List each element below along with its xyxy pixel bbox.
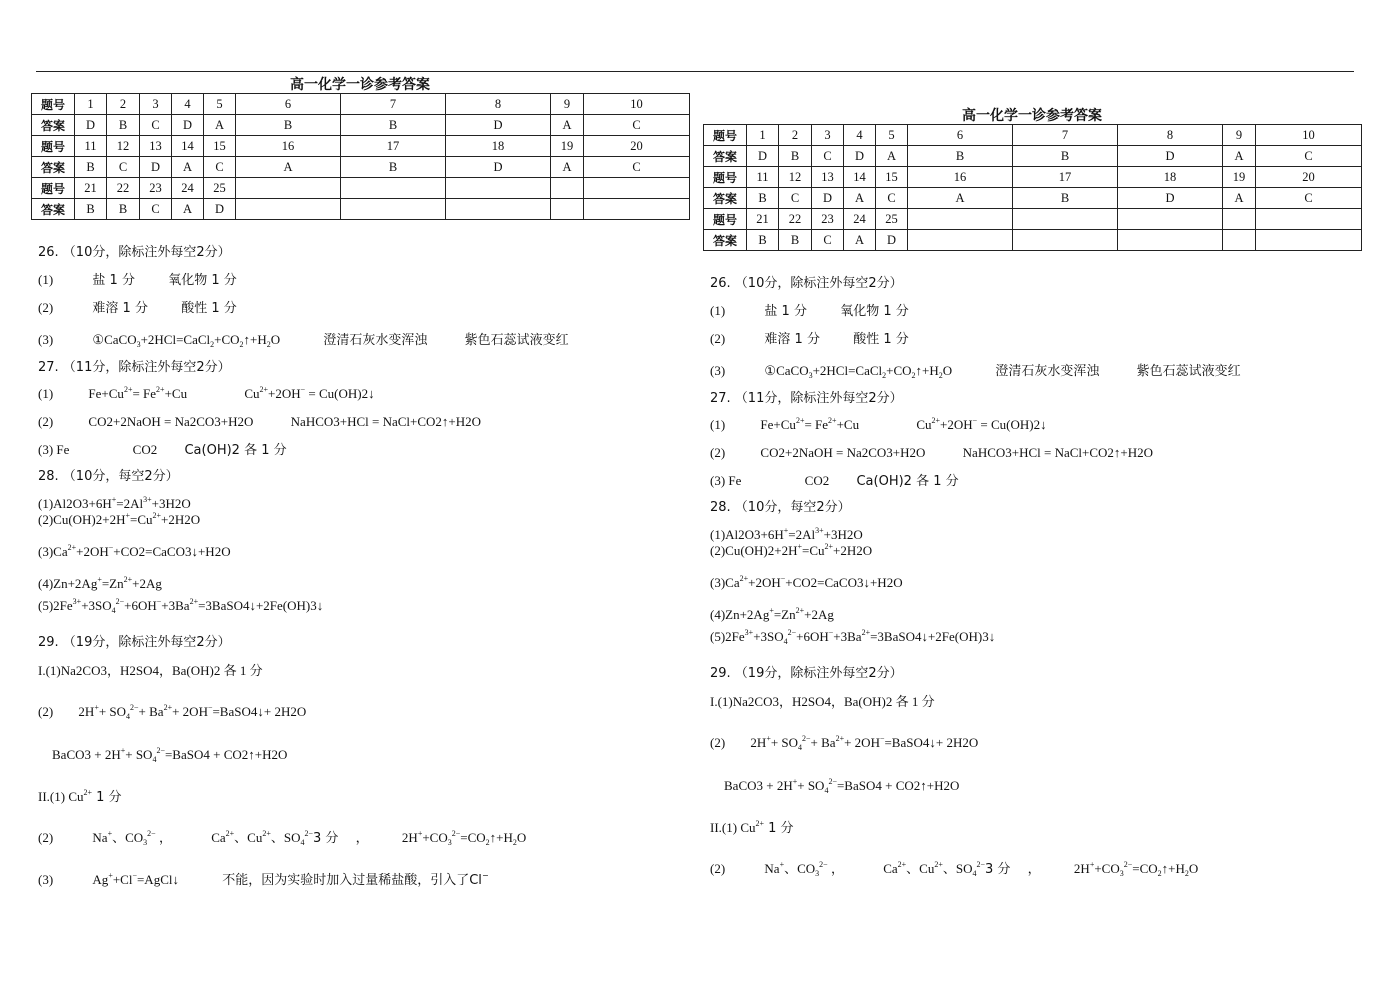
answer-text: 酸性 1 分 [853,332,909,347]
q28-line4: $(4)Zn+2Ag^+=Zn^{2+}+2Ag$ [710,606,834,622]
cell: B [779,146,812,167]
cell: C [1256,188,1362,209]
cell [1118,209,1223,230]
cell: B [908,146,1013,167]
q26-part3 [38,332,569,349]
equation: $①CaCO_3+2HCl=CaCl_2+CO_2↑+H_2O$ [764,363,953,380]
cell: 14 [844,167,876,188]
equation: $2H^++CO_3^{2-}=CO_2↑+H_2O$ [1073,860,1199,878]
equation: Ag++Cl−=AgCl↓ [92,871,179,887]
cell: 10 [1256,125,1362,146]
table-row [704,146,1362,167]
cell: 15 [876,167,908,188]
answer-text: Ca(OH)2 各 1 分 [856,474,959,489]
cell: 10 [584,94,690,115]
q26-part2 [38,300,237,317]
cell [446,199,551,220]
cell: C [204,157,236,178]
cell: 7 [341,94,446,115]
table-row [32,136,690,157]
cell: B [107,115,140,136]
cell: A [172,157,204,178]
cell: 21 [747,209,779,230]
part-number: (3) [710,363,726,378]
circle-number: ① [764,363,777,378]
answer-text: (3) Fe [38,442,70,457]
cell [1223,230,1256,251]
q27-part2 [710,445,1153,461]
part-number: (3) [38,332,54,347]
cell: 16 [236,136,341,157]
ion-list: $Ca^{2+}$、$Cu^{2+}$、$SO_4^{2-}3$ 分 ， [211,829,369,847]
table-row [32,157,690,178]
cell: A [172,199,204,220]
cell: A [844,188,876,209]
q29-ii1: II.(1) $Cu^{2+}$ 1 分 [38,788,122,805]
cell [551,178,584,199]
q29-header: 29. （19分，除标注外每空2分） [38,635,231,650]
row-label: 题号 [704,167,747,188]
table-row [32,178,690,199]
table-row [32,115,690,136]
cell: 11 [75,136,107,157]
answer-table-body [704,125,1362,251]
cell: 13 [812,167,844,188]
cell [1256,209,1362,230]
cell: 20 [584,136,690,157]
cell: A [844,230,876,251]
answer-text: CO2 [804,473,830,488]
table-row [32,94,690,115]
table-row [704,230,1362,251]
q27-part3 [710,473,959,490]
equation: $Cu^{2+}+2OH^-$ = Cu(OH)2↓ [244,385,375,401]
cell: B [236,115,341,136]
cell: D [812,188,844,209]
q28-line2: $(2)Cu(OH)2+2H^+=Cu^{2+}+2H2O$ [38,511,201,527]
q26-part3 [710,363,1241,380]
cell: B [747,188,779,209]
cell: 1 [747,125,779,146]
cell: 11 [747,167,779,188]
cell: 25 [876,209,908,230]
cell: D [446,115,551,136]
cell: 23 [812,209,844,230]
q29-ii2 [38,830,526,847]
part-number: (1) [38,272,54,287]
cell: 6 [236,94,341,115]
table-row [704,209,1362,230]
q29-ii2 [710,861,1198,878]
cell: 18 [446,136,551,157]
q29-ii1: II.(1) $Cu^{2+}$ 1 分 [710,819,794,836]
cell [1118,230,1223,251]
answer-sheet-right [672,31,1332,982]
cell: 24 [844,209,876,230]
row-label: 题号 [704,209,747,230]
equation: NaHCO3+HCl = NaCl+CO2↑+H2O [962,445,1154,460]
row-label: 答案 [32,115,75,136]
cell: D [844,146,876,167]
cell [551,199,584,220]
cell [236,178,341,199]
answer-text: 不能，因为实验时加入过量稀盐酸，引入了Cl− [222,871,489,888]
part-number: (2) [38,704,54,719]
answer-text: 澄清石灰水变浑浊 [995,364,1100,379]
cell: 4 [172,94,204,115]
cell: A [876,146,908,167]
cell: 15 [204,136,236,157]
cell: A [1223,146,1256,167]
q29-ii3 [38,872,489,889]
cell: D [204,199,236,220]
cell: 21 [75,178,107,199]
equation: $2H^++CO_3^{2-}=CO_2↑+H_2O$ [401,829,527,847]
cell: C [779,188,812,209]
q28-line5: $(5)2Fe^{3+}+3SO_4^{2-}+6OH^-+3Ba^{2+}=3BaSO4↓+2Fe(OH)3↓$ [38,597,324,615]
cell: 8 [446,94,551,115]
q28-line4: $(4)Zn+2Ag^+=Zn^{2+}+2Ag$ [38,575,162,591]
row-label: 答案 [32,199,75,220]
cell: C [107,157,140,178]
page-title: 高一化学一诊参考答案 [290,77,430,93]
row-label: 答案 [32,157,75,178]
cell: C [140,199,172,220]
q27-header: 27. （11分，除标注外每空2分） [38,360,231,375]
ion-list: $Ca^{2+}$、$Cu^{2+}$、$SO_4^{2-}3$ 分 ， [883,860,1041,878]
cell: 19 [1223,167,1256,188]
cell: 2 [107,94,140,115]
cell: B [341,157,446,178]
cell: A [551,115,584,136]
answer-text: 难溶 1 分 [92,301,148,316]
cell: C [812,230,844,251]
cell: C [584,115,690,136]
cell: 22 [107,178,140,199]
part-number: (2) [38,830,54,845]
q29-header: 29. （19分，除标注外每空2分） [710,666,903,681]
answer-text: 紫色石蕊试液变红 [464,333,569,348]
cell: 14 [172,136,204,157]
q28-line3: $(3)Ca^{2+}+2OH^-+CO2=CaCO3↓+H2O$ [38,543,231,559]
part-number: (2) [710,735,726,750]
cell: B [341,115,446,136]
answer-table-body [32,94,690,220]
q26-header: 26. （10分，除标注外每空2分） [38,245,231,260]
equation: $Cu^{2+}+2OH^-$ = Cu(OH)2↓ [916,416,1047,432]
equation: $Fe+Cu^{2+}= Fe^{2+}+Cu$ [760,416,860,432]
cell: 20 [1256,167,1362,188]
cell: 12 [779,167,812,188]
cell: C [584,157,690,178]
q29-i3: BaCO3 + $2H^++ SO_4^{2-}=BaSO4$ + CO2↑+H2O [724,777,960,795]
row-label: 答案 [704,146,747,167]
q27-part3 [38,442,287,459]
cell: 13 [140,136,172,157]
cell: 2 [779,125,812,146]
q27-header: 27. （11分，除标注外每空2分） [710,391,903,406]
cell: B [75,157,107,178]
q29-i1: I.(1)Na2CO3，H2SO4，Ba(OH)2 各 1 分 [38,663,263,678]
cell: D [747,146,779,167]
circle-number: ① [92,332,105,347]
table-row [704,125,1362,146]
equation: CO2+2NaOH = Na2CO3+H2O [760,445,926,460]
q29-i3: BaCO3 + $2H^++ SO_4^{2-}=BaSO4$ + CO2↑+H2O [52,746,288,764]
answer-text: CO2 [132,442,158,457]
part-number: (2) [38,300,54,315]
cell: B [747,230,779,251]
cell: A [204,115,236,136]
up-arrow-icon: ↑ [243,332,251,347]
q27-part2 [38,414,481,430]
part-number: (1) [710,417,726,432]
cell: B [779,230,812,251]
cell: B [107,199,140,220]
q26-part1 [38,272,237,289]
table-row [704,167,1362,188]
ion-list: Na+、$CO_3^{2-}$ ， [764,860,844,878]
answer-text: 紫色石蕊试液变红 [1136,364,1241,379]
answer-sheet-left [0,0,660,982]
cell: 24 [172,178,204,199]
cell [1256,230,1362,251]
answer-text: 酸性 1 分 [181,301,237,316]
cell: 19 [551,136,584,157]
answer-text: 盐 1 分 [92,273,135,288]
q29-i1: I.(1)Na2CO3，H2SO4，Ba(OH)2 各 1 分 [710,694,935,709]
up-arrow-icon: ↑ [915,363,923,378]
cell: 12 [107,136,140,157]
ion-list: Na+、$CO_3^{2-}$ ， [92,829,172,847]
cell: C [812,146,844,167]
part-number: (2) [710,445,726,460]
cell [908,230,1013,251]
q28-line1: $(1)Al2O3+6H^+=2Al^{3+}+3H2O$ [38,495,191,511]
cell: 18 [1118,167,1223,188]
q28-line2: $(2)Cu(OH)2+2H^+=Cu^{2+}+2H2O$ [710,542,873,558]
answer-text: 澄清石灰水变浑浊 [323,333,428,348]
cell: C [140,115,172,136]
equation: $①CaCO_3+2HCl=CaCl_2+CO_2↑+H_2O$ [92,332,281,349]
q26-header: 26. （10分，除标注外每空2分） [710,276,903,291]
q29-i2 [38,704,306,720]
cell: D [1118,188,1223,209]
q26-part2 [710,331,909,348]
cell: D [140,157,172,178]
answer-table [31,93,690,220]
q28-line5: $(5)2Fe^{3+}+3SO_4^{2-}+6OH^-+3Ba^{2+}=3BaSO4↓+2Fe(OH)3↓$ [710,628,996,646]
cell [341,178,446,199]
cell: B [1013,188,1118,209]
cell [908,209,1013,230]
answer-table [703,124,1362,251]
cell: 22 [779,209,812,230]
cell: A [1223,188,1256,209]
cell: A [551,157,584,178]
row-label: 题号 [32,178,75,199]
part-number: (3) [38,872,54,887]
cell: C [1256,146,1362,167]
q28-line1: $(1)Al2O3+6H^+=2Al^{3+}+3H2O$ [710,526,863,542]
cell: 25 [204,178,236,199]
cell [1013,209,1118,230]
cell: A [236,157,341,178]
row-label: 答案 [704,188,747,209]
cell: D [1118,146,1223,167]
cell [341,199,446,220]
q28-line3: $(3)Ca^{2+}+2OH^-+CO2=CaCO3↓+H2O$ [710,574,903,590]
part-number: (2) [38,414,54,429]
answer-text: 氧化物 1 分 [840,304,909,319]
answer-text: 难溶 1 分 [764,332,820,347]
answer-text: Ca(OH)2 各 1 分 [184,443,287,458]
q28-header: 28. （10分，每空2分） [38,469,179,484]
answer-text: 盐 1 分 [764,304,807,319]
cell [1013,230,1118,251]
cell [236,199,341,220]
equation: NaHCO3+HCl = NaCl+CO2↑+H2O [290,414,482,429]
cell: D [876,230,908,251]
page-title: 高一化学一诊参考答案 [962,108,1102,124]
cell: 6 [908,125,1013,146]
row-label: 题号 [32,94,75,115]
row-label: 答案 [704,230,747,251]
cell: B [1013,146,1118,167]
cell: 1 [75,94,107,115]
equation: CO2+2NaOH = Na2CO3+H2O [88,414,254,429]
cell: 9 [1223,125,1256,146]
q26-part1 [710,303,909,320]
answer-text: (3) Fe [710,473,742,488]
q27-part1 [710,417,1047,433]
cell [446,178,551,199]
cell: 5 [876,125,908,146]
part-number: (1) [38,386,54,401]
cell: A [908,188,1013,209]
part-number: (2) [710,331,726,346]
cell: 23 [140,178,172,199]
equation: $2H^++ SO_4^{2-}+ Ba^{2+}+$ 2OH−=BaSO4↓+ 2H2O [78,703,307,721]
equation: $Fe+Cu^{2+}= Fe^{2+}+Cu$ [88,385,188,401]
cell: 9 [551,94,584,115]
cell: B [75,199,107,220]
cell: 3 [140,94,172,115]
answer-text: 氧化物 1 分 [168,273,237,288]
q28-header: 28. （10分，每空2分） [710,500,851,515]
cell: 5 [204,94,236,115]
table-row [32,199,690,220]
cell: D [172,115,204,136]
cell: 8 [1118,125,1223,146]
q27-part1 [38,386,375,402]
table-row [704,188,1362,209]
cell: 17 [341,136,446,157]
cell: 7 [1013,125,1118,146]
part-number: (2) [710,861,726,876]
cell: D [446,157,551,178]
row-label: 题号 [704,125,747,146]
cell [1223,209,1256,230]
cell: 4 [844,125,876,146]
q29-i2 [710,735,978,751]
cell: 3 [812,125,844,146]
cell: D [75,115,107,136]
equation: $2H^++ SO_4^{2-}+ Ba^{2+}+$ 2OH−=BaSO4↓+ 2H2O [750,734,979,752]
cell: C [876,188,908,209]
row-label: 题号 [32,136,75,157]
cell: 17 [1013,167,1118,188]
cell: 16 [908,167,1013,188]
part-number: (1) [710,303,726,318]
